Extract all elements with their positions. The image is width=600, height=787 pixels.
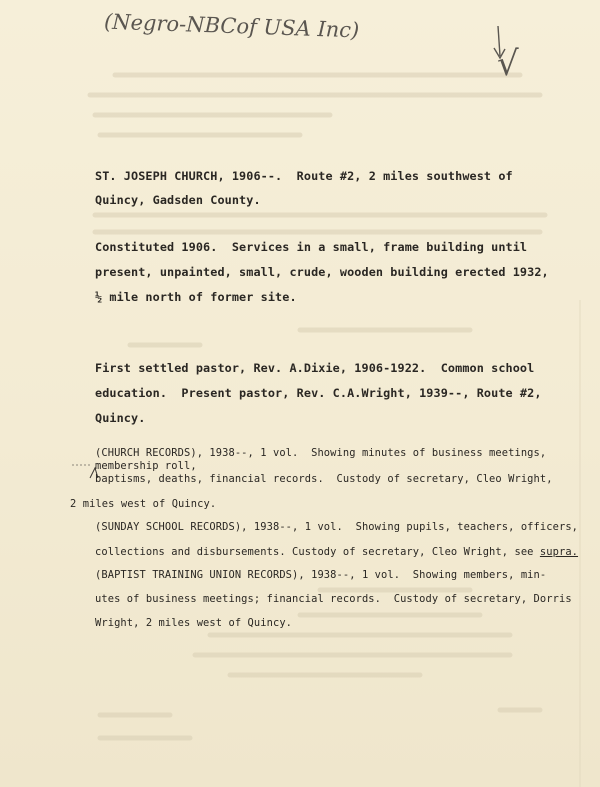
btu-records-line-3: Wright, 2 miles west of Quincy. <box>95 617 293 629</box>
btu-records-line-1: (BAPTIST TRAINING UNION RECORDS), 1938--, 1 vol. Showing members, min- <box>95 569 547 581</box>
pastor-line-3: Quincy. <box>95 411 146 425</box>
church-records-insert: membership roll, <box>95 460 197 472</box>
history-line-1: Constituted 1906. Services in a small, frame building until <box>95 240 528 254</box>
history-line-3: ½ mile north of former site. <box>95 290 297 304</box>
pencil-arrow-icon <box>490 22 520 92</box>
pastor-line-2: education. Present pastor, Rev. C.A.Wright, 1939--, Route #2, <box>95 386 542 400</box>
supra-reference: supra. <box>539 546 579 558</box>
btu-records-line-2: utes of business meetings; financial records. Custody of secretary, Dorris <box>95 593 572 605</box>
sunday-school-records-line-2-text: collections and disbursements. Custody of secretary, Cleo Wright, see <box>95 546 540 558</box>
church-records-line-2: baptisms, deaths, financial records. Custody of secretary, Cleo Wright, <box>95 473 553 485</box>
sunday-school-records-line-2 <box>95 546 578 558</box>
church-heading-line-1: ST. JOSEPH CHURCH, 1906--. Route #2, 2 miles southwest of <box>95 169 513 183</box>
history-line-2: present, unpainted, small, crude, wooden building erected 1932, <box>95 265 549 279</box>
sunday-school-records-line-1: (SUNDAY SCHOOL RECORDS), 1938--, 1 vol. Showing pupils, teachers, officers, <box>95 521 579 533</box>
handwritten-note: (Negro-NBCof USA Inc) <box>103 9 360 43</box>
pastor-line-1: First settled pastor, Rev. A.Dixie, 1906-1922. Common school <box>95 361 535 375</box>
church-records-line-1: (CHURCH RECORDS), 1938--, 1 vol. Showing minutes of business meetings, <box>95 447 547 459</box>
church-heading-line-2: Quincy, Gadsden County. <box>95 193 261 207</box>
check-mark-icon: √ <box>497 44 519 84</box>
church-records-line-3: 2 miles west of Quincy. <box>70 498 217 510</box>
